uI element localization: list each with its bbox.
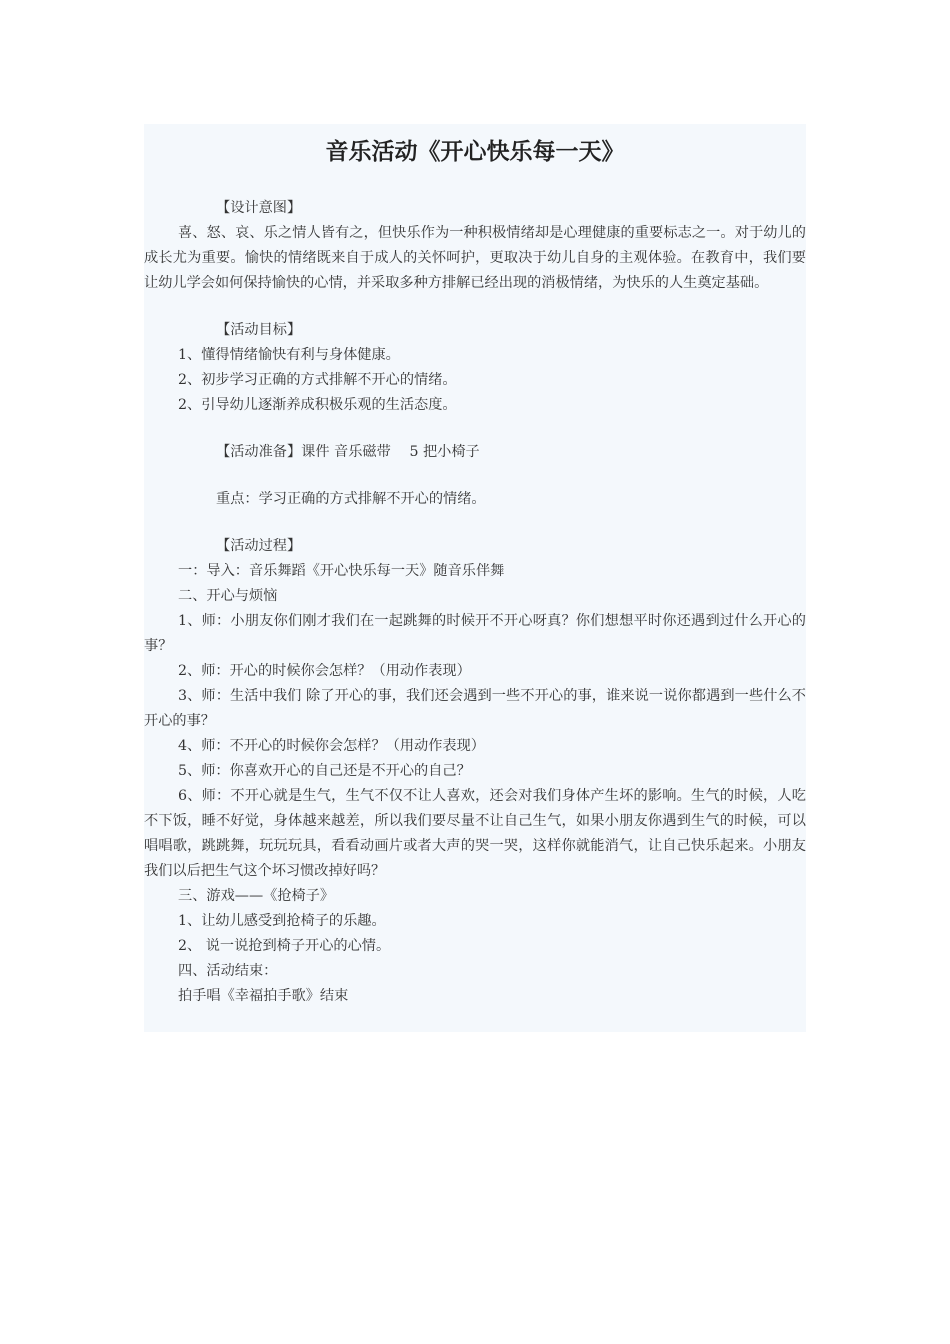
process-line: 2、师：开心的时候你会怎样？（用动作表现） (178, 663, 471, 679)
preparation-line: 【活动准备】课件 音乐磁带 5 把小椅子 (216, 444, 480, 460)
goal-item: 2、初步学习正确的方式排解不开心的情绪。 (178, 372, 457, 388)
design-intent-heading: 【设计意图】 (216, 200, 302, 216)
process-heading: 【活动过程】 (216, 538, 302, 554)
process-line: 一：导入：音乐舞蹈《开心快乐每一天》随音乐伴舞 (178, 563, 505, 579)
process-line: 2、 说一说抢到椅子开心的心情。 (178, 938, 391, 954)
process-line: 4、师：不开心的时候你会怎样？（用动作表现） (178, 738, 485, 754)
goal-item: 1、懂得情绪愉快有利与身体健康。 (178, 347, 400, 363)
spacer (144, 465, 806, 487)
process-line: 6、师：不开心就是生气，生气不仅不让人喜欢，还会对我们身体产生坏的影响。生气的时候，人吃不下饭，睡不好觉，身体越来越差，所以我们要尽量不让自己生气，如果小朋友你遇到生气的时候，可以唱唱歌，跳跳舞，玩玩玩具，看看动画片或者大声的哭一哭，这样你就能消气，让自己快乐起来。小朋友我们以后把生气这个坏习惯改掉好吗？ (144, 788, 806, 879)
document-title: 音乐活动《开心快乐每一天》 (325, 139, 625, 165)
document-body (144, 196, 806, 1009)
process-line: 5、师：你喜欢开心的自己还是不开心的自己？ (178, 763, 471, 779)
process-line: 四、活动结束： (178, 963, 278, 979)
spacer (144, 512, 806, 534)
process-line: 三、游戏——《抢椅子》 (178, 888, 335, 904)
process-line: 二、开心与烦恼 (178, 588, 278, 604)
process-line: 3、师：生活中我们 除了开心的事，我们还会遇到一些不开心的事，谁来说一说你都遇到一些什么不开心的事？ (144, 688, 806, 729)
process-line: 拍手唱《幸福拍手歌》结束 (178, 988, 349, 1004)
key-point-line: 重点：学习正确的方式排解不开心的情绪。 (216, 491, 486, 507)
process-line: 1、让幼儿感受到抢椅子的乐趣。 (178, 913, 386, 929)
process-line: 1、师：小朋友你们刚才我们在一起跳舞的时候开不开心呀真？你们想想平时你还遇到过什么开心的事？ (144, 613, 806, 654)
goal-item: 2、引导幼儿逐渐养成积极乐观的生活态度。 (178, 397, 457, 413)
spacer (144, 296, 806, 318)
goals-heading: 【活动目标】 (216, 322, 302, 338)
spacer (144, 418, 806, 440)
design-intent-paragraph: 喜、怒、哀、乐之情人皆有之，但快乐作为一种积极情绪却是心理健康的重要标志之一。对于幼儿的成长尤为重要。愉快的情绪既来自于成人的关怀呵护，更取决于幼儿自身的主观体验。在教育中，我们要让幼儿学会如何保持愉快的心情，并采取多种方排解已经出现的消极情绪，为快乐的人生奠定基础。 (144, 225, 806, 291)
